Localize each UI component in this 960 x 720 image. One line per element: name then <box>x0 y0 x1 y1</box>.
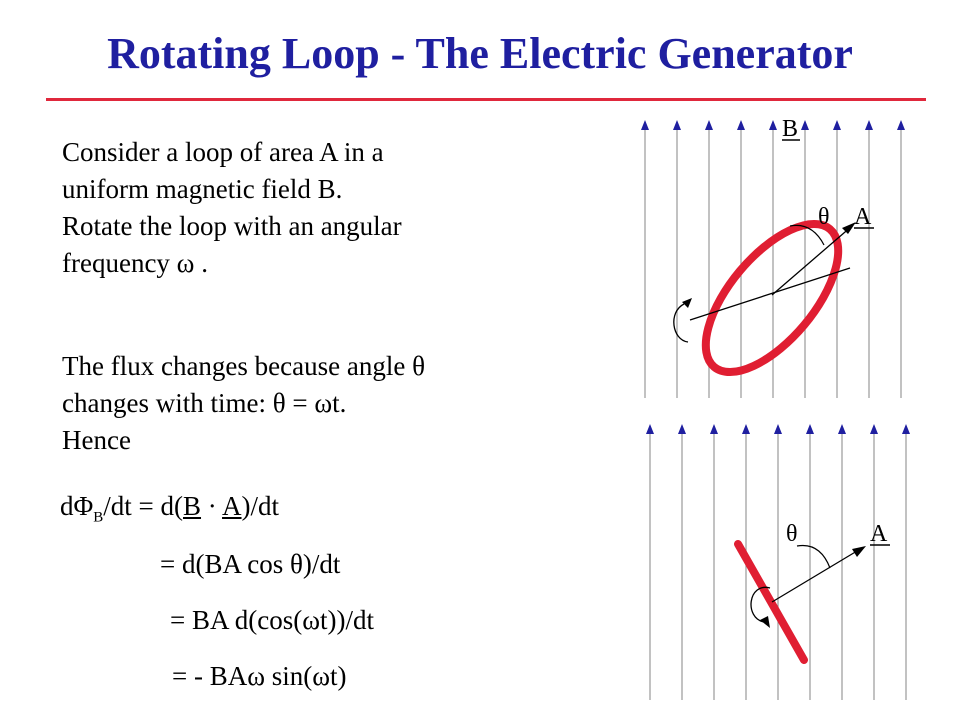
eq1-vector-b: B <box>183 491 202 521</box>
area-vector-bottom <box>772 548 862 602</box>
arrowhead-icon <box>774 424 782 434</box>
arrowhead-icon <box>833 120 841 130</box>
slide-title: Rotating Loop - The Electric Generator <box>107 29 853 78</box>
arrowhead-icon <box>673 120 681 130</box>
rotation-arrowhead-icon <box>682 298 692 308</box>
rotation-arrow-icon <box>674 304 688 342</box>
flux-line: changes with time: θ = ωt. <box>62 388 347 418</box>
area-vector-bottom-arrowhead-icon <box>852 546 866 557</box>
intro-line: uniform magnetic field B. <box>62 174 343 204</box>
flux-line: The flux changes because angle θ <box>62 351 426 381</box>
angle-arc-bottom <box>797 545 830 568</box>
arrowhead-icon <box>838 424 846 434</box>
top-field-arrowheads <box>641 120 905 130</box>
field-label-b: B <box>782 116 799 142</box>
edge-on-loop <box>738 544 804 660</box>
equation-step-2: = d(BA cos θ)/dt <box>160 549 341 579</box>
arrowhead-icon <box>769 120 777 130</box>
arrowhead-icon <box>705 120 713 130</box>
intro-line: Rotate the loop with an angular <box>62 211 402 241</box>
arrowhead-icon <box>678 424 686 434</box>
arrowhead-icon <box>865 120 873 130</box>
bottom-field-arrowheads <box>646 424 910 434</box>
arrowhead-icon <box>737 120 745 130</box>
arrowhead-icon <box>646 424 654 434</box>
angle-label-theta-bottom: θ <box>786 521 798 547</box>
arrowhead-icon <box>710 424 718 434</box>
eq1-suffix: )/dt <box>241 491 280 521</box>
eq1-vector-a: A <box>222 491 242 521</box>
flux-line: Hence <box>62 425 131 455</box>
eq1-mid: /dt = d( <box>103 491 183 521</box>
arrowhead-icon <box>806 424 814 434</box>
arrowhead-icon <box>641 120 649 130</box>
bottom-field-lines <box>650 432 906 700</box>
arrowhead-icon <box>902 424 910 434</box>
arrowhead-icon <box>897 120 905 130</box>
angle-label-theta-top: θ <box>818 204 830 230</box>
area-label-a-top: A <box>854 204 872 230</box>
intro-line: frequency ω . <box>62 248 208 278</box>
eq1-prefix: dΦ <box>60 491 94 521</box>
arrowhead-icon <box>801 120 809 130</box>
intro-line: Consider a loop of area A in a <box>62 137 384 167</box>
eq1-subscript: B <box>93 509 104 526</box>
arrowhead-icon <box>870 424 878 434</box>
area-label-a-bottom: A <box>870 521 888 547</box>
arrowhead-icon <box>742 424 750 434</box>
rotation-arrowhead-bottom-icon <box>760 616 770 628</box>
equation-step-4: = - BAω sin(ωt) <box>172 661 347 691</box>
equation-step-3: = BA d(cos(ωt))/dt <box>170 605 374 635</box>
eq1-dot: · <box>201 491 223 521</box>
